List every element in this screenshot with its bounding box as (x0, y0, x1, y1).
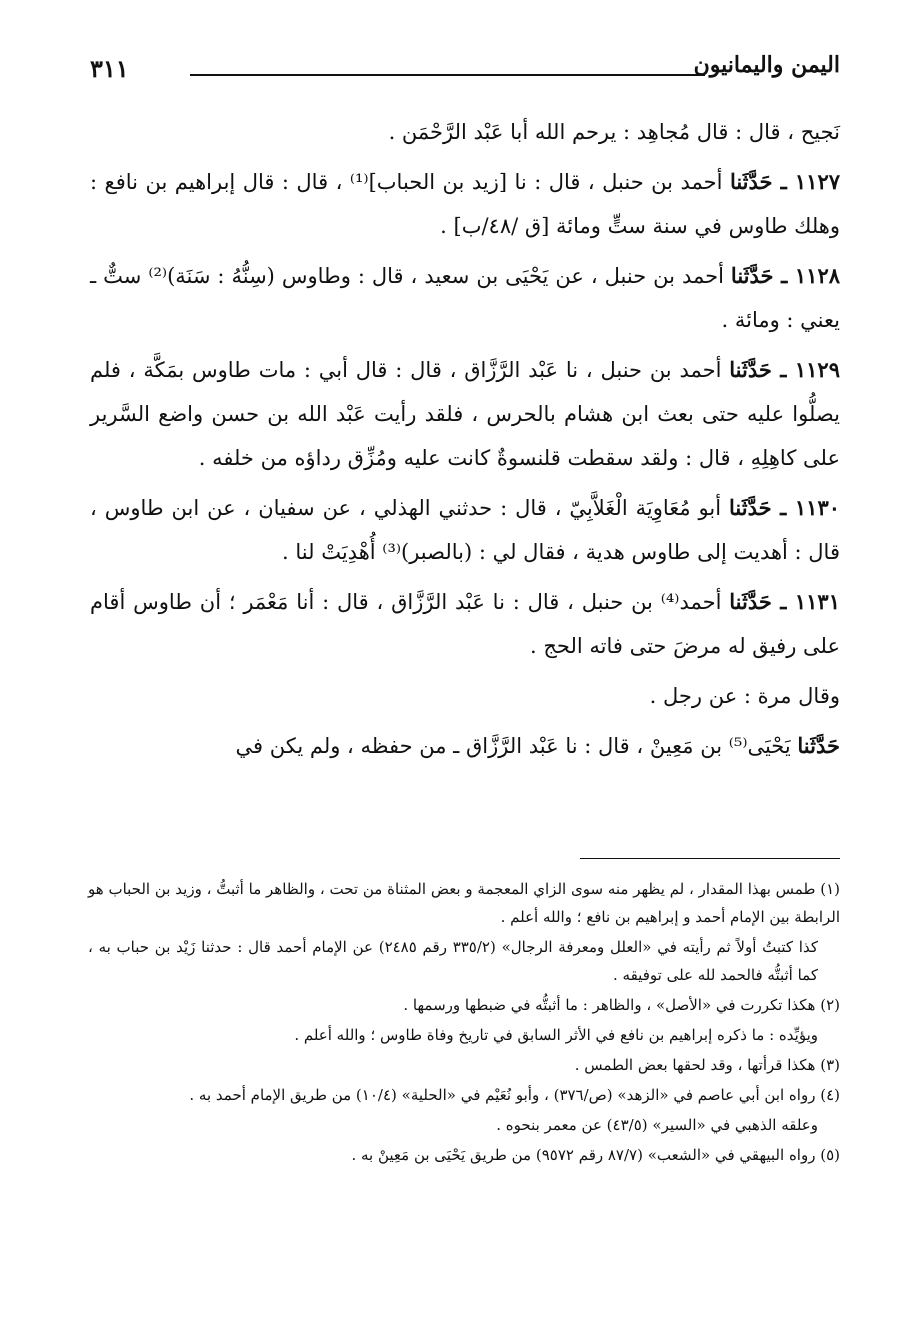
footnote: ويؤيِّده : ما ذكره إبراهيم بن نافع في الأثر السابق في تاريخ وفاة طاوس ؛ والله أعلم . (294, 1026, 818, 1044)
paragraph-text: أحمد بن حنبل ، قال : نا [زيد بن الحباب]⁽¹⁾ ، قال : قال إبراهيم بن نافع : وهلك طاوس في سنة ستٍّ ومائة [ق /٤٨/ب] . (90, 170, 840, 238)
running-title: اليمن واليمانيون (693, 52, 840, 78)
paragraph (90, 580, 840, 668)
paragraph (90, 110, 840, 154)
footnote: (٢) هكذا تكررت في «الأصل» ، والظاهر : ما أثبتُّه في ضبطها ورسمها . (403, 996, 840, 1014)
footnote: كذا كتبتُ أولاً ثم رأيته في «العلل ومعرفة الرجال» (٣٣٥/٢ رقم ٢٤٨٥) عن الإمام أحمد قال : حدثنا زَيْد بن حباب به ، كما أثبتُّه فالحمد لله على توفيقه . (88, 938, 818, 984)
paragraph (90, 254, 840, 342)
paragraph (90, 486, 840, 574)
footnote-separator (580, 858, 840, 859)
footnote: (٤) رواه ابن أبي عاصم في «الزهد» (ص/٣٧٦) ، وأبو نُعَيْم في «الحلية» (١٠/٤) من طريق الإمام أحمد به . (189, 1086, 840, 1104)
paragraph-text: يَحْيَى⁽⁵⁾ بن مَعِينْ ، قال : نا عَبْد الرَّزَّاق ـ من حفظه ، ولم يكن في (235, 734, 791, 758)
footnote: (٣) هكذا قرأتها ، وقد لحقها بعض الطمس . (574, 1056, 840, 1074)
footnotes (88, 875, 840, 1171)
paragraph-lead: ١١٣١ ـ حَدَّثَنا (729, 589, 840, 614)
footnote: وعلقه الذهبي في «السير» (٤٣/٥) عن معمر بنحوه . (496, 1116, 818, 1134)
page-number: ٣١١ (90, 54, 129, 83)
paragraph-lead: ١١٢٨ ـ حَدَّثَنا (730, 263, 841, 288)
paragraph (90, 160, 840, 248)
footnote: (٥) رواه البيهقي في «الشعب» (٨٧/٧ رقم ٩٥٧٢) من طريق يَحْيَى بن مَعِينْ به . (351, 1146, 840, 1164)
paragraph (90, 724, 840, 768)
paragraph-lead: ١١٣٠ ـ حَدَّثَنا (729, 495, 841, 520)
paragraph-lead: حَدَّثَنا (797, 733, 840, 758)
main-text (90, 110, 840, 774)
paragraph-text: أبو مُعَاوِيَة الْغَلاَّبِيّ ، قال : حدثني الهذلي ، عن سفيان ، عن ابن طاوس ، قال : أهديت إلى طاوس هدية ، فقال لي : (بالصبر)⁽³⁾ أُهْدِيَتْ لنا . (90, 496, 840, 564)
paragraph (90, 348, 840, 480)
footnote: (١) طمس بهذا المقدار ، لم يظهر منه سوى الزاي المعجمة و بعض المثناة من تحت ، والظاهر ما أثبتُّ ، وزيد بن الحباب هو الرابطة بين الإمام أحمد و إبراهيم بن نافع ؛ والله أعلم . (88, 880, 840, 926)
header-rule (190, 74, 705, 76)
paragraph-text: أحمد⁽⁴⁾ بن حنبل ، قال : نا عَبْد الرَّزَّاق ، قال : أنا مَعْمَر ؛ أن طاوس أقام على رفيق له مرضَ حتى فاته الحج . (90, 590, 840, 658)
paragraph (90, 674, 840, 718)
paragraph-lead: ١١٢٧ ـ حَدَّثَنا (729, 169, 841, 194)
paragraph-text: أحمد بن حنبل ، عن يَحْيَى بن سعيد ، قال : وطاوس (سِنُّهُ : سَنَة)⁽²⁾ ستٌّ ـ يعني : ومائة . (90, 264, 840, 332)
paragraph-text: أحمد بن حنبل ، نا عَبْد الرَّزَّاق ، قال : قال أبي : مات طاوس بمَكَّة ، فلم يصلُّوا عليه حتى بعث ابن هشام بالحرس ، فلقد رأيت عَبْد الله بن حسن واضع السَّرير على كاهِلِهِ ، قال : ولقد سقطت قلنسوةٌ كانت عليه ومُزِّق رداؤه من خلفه . (90, 358, 840, 470)
paragraph-text: وقال مرة : عن رجل . (649, 684, 840, 708)
paragraph-text: نَجيح ، قال : قال مُجاهِد : يرحم الله أبا عَبْد الرَّحْمَن . (388, 120, 840, 144)
page-header (90, 52, 840, 92)
paragraph-lead: ١١٢٩ ـ حَدَّثَنا (729, 357, 840, 382)
